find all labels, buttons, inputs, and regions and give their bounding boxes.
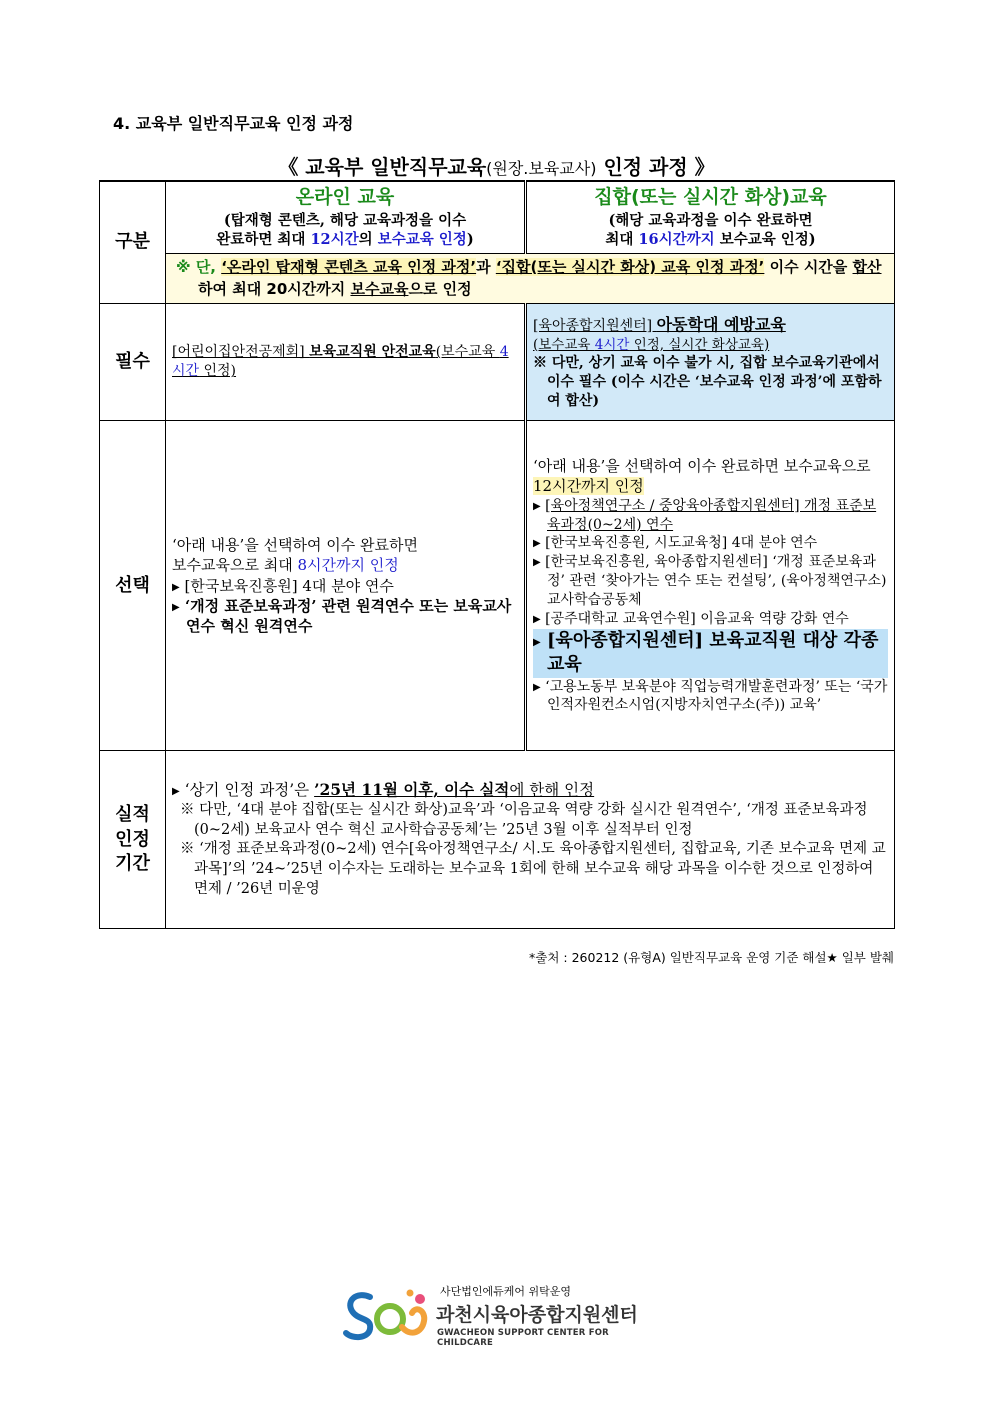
list-item: ▶ [육아종합지원센터] 보육교직원 대상 각종 교육: [533, 629, 888, 678]
online-desc: (탑재형 콘텐츠, 해당 교육과정을 이수 완료하면 최대 12시간의 보수교육 인정): [216, 211, 474, 249]
elective-group-cell: ‘아래 내용’을 선택하여 이수 완료하면 보수교육으로 12시간까지 인정 ▶ [육아정책연구소 / 중앙육아종합지원센터] 개정 표준보육과정(0~2세) 연수 ▶ [한국보육진흥원, 시도교육청] 4대 분야 연수 ▶ [한국보육진흥원, 육아종합지원센터] ‘개정 표준보육과정’ 관련 ‘찾아가는 연수 또는 컨설팅’, (육아정책연구소) 교사학습공동체 ▶ [공주대학교 교육연수원] 이음교육 역량 강화 연수 ▶ [육아종합지원센터] 보육교직원 대상 각종 교육 ▶ ‘고용노동부 보육분야 직업능력개발훈련과정’ 또는 ‘국가인적자원컨소시엄(지방자치연구소(주)) 교육’: [526, 421, 895, 751]
list-item: ▶ [육아정책연구소 / 중앙육아종합지원센터] 개정 표준보육과정(0~2세) 연수: [533, 497, 877, 533]
required-note: ※ 다만, 상기 교육 이수 불가 시, 집합 보수교육기관에서 이수 필수 (이수 시간은 ‘보수교육 인정 과정’에 포함하여 합산): [533, 354, 882, 409]
row-label-period: 실적 인정 기간: [100, 751, 166, 929]
course-table: [99, 180, 895, 929]
source-note: *출처 : 260212 (유형A) 일반직무교육 운영 기준 해설★ 일부 발췌: [529, 950, 894, 965]
period-note-2: ※ ‘개정 표준보육과정(0~2세) 연수[육아정책연구소/ 시.도 육아종합지원센터, 집합교육, 기존 보수교육 면제 교과목]’의 ’24~’25년 이수자는 도래하는 보수교육 1회에 한해 보수교육 해당 과목을 이수한 것으로 인정하여 면제 / ’26년 미운영: [180, 841, 886, 897]
combined-hours-note: ※ 단, ‘온라인 탑재형 콘텐츠 교육 인정 과정’과 ‘집합(또는 실시간 화상) 교육 인정 과정’ 이수 시간을 합산하여 최대 20시간까지 보수교육으로 인정: [166, 253, 895, 304]
center-logo-mark: [340, 1283, 432, 1345]
center-logo: [340, 1283, 660, 1348]
list-item: ▶ [한국보육진흥원, 시도교육청] 4대 분야 연수: [533, 535, 818, 552]
group-title: 집합(또는 실시간 화상)교육: [594, 186, 827, 208]
elective-row: [100, 421, 895, 751]
row-label-required: 필수: [100, 304, 166, 421]
period-cell: ▶ ‘상기 인정 과정’은 ’25년 11월 이후, 이수 실적에 한해 인정 ※ 다만, ‘4대 분야 집합(또는 실시간 화상)교육’과 ‘이음교육 역량 강화 실시간 원격연수’, ‘개정 표준보육과정(0~2세) 보육교사 연수 혁신 교사학습공동체’는 ’25년 3월 이후 실적부터 인정 ※ ‘개정 표준보육과정(0~2세) 연수[육아정책연구소/ 시.도 육아종합지원센터, 집합교육, 기존 보수교육 면제 교과목]’의 ’24~’25년 이수자는 도래하는 보수교육 1회에 한해 보수교육 해당 과목을 이수한 것으로 인정하여 면제 / ’26년 미운영: [166, 751, 895, 929]
list-item: ▶ [공주대학교 교육연수원] 이음교육 역량 강화 연수: [533, 611, 849, 628]
online-header: [166, 181, 526, 253]
list-item: ▶ [한국보육진흥원, 육아종합지원센터] ‘개정 표준보육과정’ 관련 ‘찾아가는 연수 또는 컨설팅’, (육아정책연구소) 교사학습공동체: [533, 554, 887, 609]
required-online-cell: [어린이집안전공제회] 보육교직원 안전교육(보수교육 4시간 인정): [166, 304, 526, 421]
row-label-category: 구분: [100, 181, 166, 304]
list-item: ▶ ‘고용노동부 보육분야 직업능력개발훈련과정’ 또는 ‘국가인적자원컨소시엄(지방자치연구소(주)) 교육’: [533, 678, 888, 714]
logo-subtitle: 사단법인에듀케어 위탁운영: [440, 1285, 572, 1298]
online-title: 온라인 교육: [295, 186, 395, 208]
section-heading: 4. 교육부 일반직무교육 인정 과정: [113, 114, 354, 133]
logo-english: GWACHEON SUPPORT CENTER FOR CHILDCARE: [437, 1328, 609, 1348]
group-desc: (해당 교육과정을 이수 완료하면 최대 16시간까지 보수교육 인정): [605, 211, 816, 249]
group-header: [526, 181, 895, 253]
list-item: ▶ ‘개정 표준보육과정’ 관련 원격연수 또는 보육교사 연수 혁신 원격연수: [172, 596, 512, 636]
list-item: ▶ [한국보육진흥원] 4대 분야 연수: [172, 576, 394, 595]
period-note-1: ※ 다만, ‘4대 분야 집합(또는 실시간 화상)교육’과 ‘이음교육 역량 강화 실시간 원격연수’, ‘개정 표준보육과정(0~2세) 보육교사 연수 혁신 교사학습공동체’는 ’25년 3월 이후 실적부터 인정: [180, 802, 868, 838]
required-row: [100, 304, 895, 421]
period-row: [100, 751, 895, 929]
elective-online-cell: ‘아래 내용’을 선택하여 이수 완료하면 보수교육으로 최대 8시간까지 인정 ▶ [한국보육진흥원] 4대 분야 연수 ▶ ‘개정 표준보육과정’ 관련 원격연수 또는 보육교사 연수 혁신 원격연수: [166, 421, 526, 751]
logo-name: 과천시육아종합지원센터: [436, 1304, 638, 1326]
required-group-cell: [육아종합지원센터] 아동학대 예방교육 (보수교육 4시간 인정, 실시간 화상교육) ※ 다만, 상기 교육 이수 불가 시, 집합 보수교육기관에서 이수 필수 (이수 시간은 ‘보수교육 인정 과정’에 포함하여 합산): [526, 304, 895, 421]
row-label-elective: 선택: [100, 421, 166, 751]
header-note-row: [100, 253, 895, 304]
table-title: 《 교육부 일반직무교육(원장.보육교사) 인정 과정 》: [278, 155, 715, 179]
header-row: [100, 181, 895, 253]
